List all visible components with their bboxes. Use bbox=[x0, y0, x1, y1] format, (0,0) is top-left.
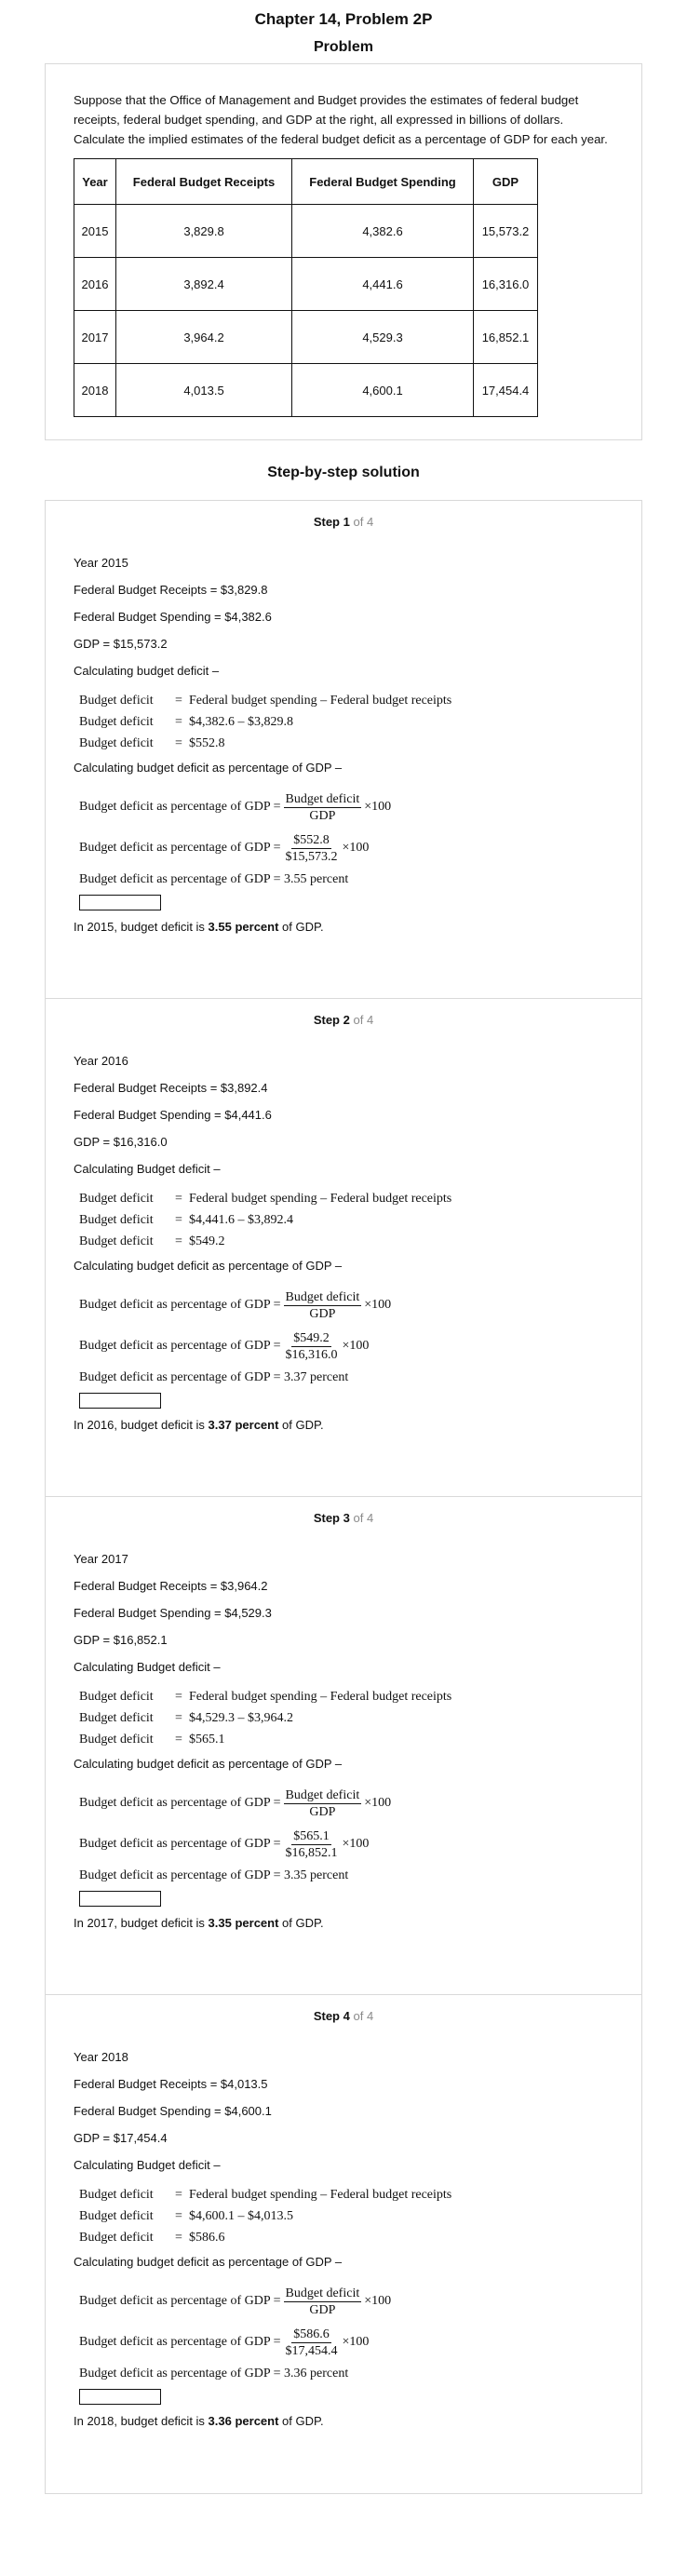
fraction-denominator: GDP bbox=[309, 2302, 336, 2317]
table-cell: 4,441.6 bbox=[292, 258, 474, 311]
fraction bbox=[284, 791, 362, 824]
deficit-formula: Federal budget spending – Federal budget receipts bbox=[189, 2188, 452, 2202]
header-spending: Federal Budget Spending bbox=[292, 159, 474, 205]
deficit-subtraction-row bbox=[79, 1209, 613, 1231]
step-of: of 4 bbox=[353, 1511, 374, 1525]
table-row bbox=[74, 311, 538, 364]
fraction-numerator: $586.6 bbox=[293, 2326, 330, 2341]
equals-sign: = bbox=[175, 1234, 182, 1248]
step-number: 2 bbox=[343, 1013, 350, 1027]
step-number: 1 bbox=[343, 515, 350, 529]
fraction bbox=[284, 832, 340, 865]
pct-lhs: Budget deficit as percentage of GDP = bbox=[79, 2335, 281, 2349]
fraction-numerator: Budget deficit bbox=[285, 1289, 360, 1304]
deficit-formula: Federal budget spending – Federal budget receipts bbox=[189, 694, 452, 708]
fraction-numerator: Budget deficit bbox=[285, 1787, 360, 1802]
deficit-result-row bbox=[79, 1231, 613, 1252]
deficit-lhs: Budget deficit bbox=[79, 1192, 154, 1206]
fraction bbox=[284, 2286, 362, 2318]
fraction bbox=[284, 1828, 340, 1861]
deficit-equations bbox=[79, 690, 613, 754]
fraction-denominator: $16,316.0 bbox=[285, 1347, 338, 1362]
deficit-result-row bbox=[79, 733, 613, 754]
deficit-lhs: Budget deficit bbox=[79, 1234, 154, 1248]
pct-formula bbox=[79, 1285, 613, 1326]
conclusion-text: In 2015, budget deficit is bbox=[74, 920, 209, 934]
deficit-formula-row bbox=[79, 2184, 613, 2205]
table-cell: 16,316.0 bbox=[474, 258, 538, 311]
pct-substitution bbox=[79, 1326, 613, 1367]
table-cell: 3,892.4 bbox=[116, 258, 292, 311]
times-hundred: ×100 bbox=[364, 1796, 392, 1810]
table-cell: 4,600.1 bbox=[292, 364, 474, 417]
table-cell: 15,573.2 bbox=[474, 205, 538, 258]
step-header bbox=[74, 1510, 613, 1551]
pct-lhs: Budget deficit as percentage of GDP = bbox=[79, 2294, 281, 2308]
conclusion-tail: of GDP. bbox=[278, 1916, 324, 1930]
deficit-subtraction: $4,600.1 – $4,013.5 bbox=[189, 2209, 293, 2223]
fraction-denominator: $16,852.1 bbox=[285, 1845, 338, 1860]
deficit-subtraction-row bbox=[79, 1707, 613, 1729]
times-hundred: ×100 bbox=[364, 2294, 392, 2308]
year-line: Year 2017 bbox=[74, 1552, 128, 1566]
deficit-result-row bbox=[79, 2227, 613, 2248]
step-4 bbox=[46, 1995, 641, 2493]
calc-pct-label: Calculating budget deficit as percentage of GDP – bbox=[74, 761, 343, 775]
table-row bbox=[74, 258, 538, 311]
equals-sign: = bbox=[175, 2231, 182, 2245]
times-hundred: ×100 bbox=[364, 1298, 392, 1312]
header-receipts: Federal Budget Receipts bbox=[116, 159, 292, 205]
deficit-subtraction: $4,529.3 – $3,964.2 bbox=[189, 1711, 293, 1725]
calc-pct-label: Calculating budget deficit as percentage of GDP – bbox=[74, 2255, 343, 2269]
step-header bbox=[74, 514, 613, 555]
deficit-result-row bbox=[79, 1729, 613, 1750]
answer-box bbox=[79, 1891, 161, 1907]
times-hundred: ×100 bbox=[342, 841, 370, 855]
calc-pct-label: Calculating budget deficit as percentage of GDP – bbox=[74, 1259, 343, 1273]
step-3 bbox=[46, 1497, 641, 1995]
table-cell: 4,529.3 bbox=[292, 311, 474, 364]
pct-formula bbox=[79, 1783, 613, 1824]
conclusion-text: In 2017, budget deficit is bbox=[74, 1916, 209, 1930]
table-cell: 2015 bbox=[74, 205, 116, 258]
step-2 bbox=[46, 999, 641, 1497]
fraction-numerator: Budget deficit bbox=[285, 2286, 360, 2300]
header-year: Year bbox=[74, 159, 116, 205]
gdp-line: GDP = $17,454.4 bbox=[74, 2131, 168, 2145]
deficit-subtraction-row bbox=[79, 2205, 613, 2227]
deficit-value: $549.2 bbox=[189, 1234, 225, 1248]
header-gdp: GDP bbox=[474, 159, 538, 205]
conclusion-value: 3.37 percent bbox=[208, 1418, 279, 1432]
pct-result: Budget deficit as percentage of GDP = 3.55 percent bbox=[79, 872, 349, 886]
conclusion bbox=[74, 1914, 613, 1933]
table-cell: 2018 bbox=[74, 364, 116, 417]
table-row bbox=[74, 364, 538, 417]
fraction-numerator: Budget deficit bbox=[285, 791, 360, 806]
equals-sign: = bbox=[175, 2188, 182, 2202]
pct-lhs: Budget deficit as percentage of GDP = bbox=[79, 1796, 281, 1810]
step-word: Step bbox=[313, 515, 340, 529]
gdp-line: GDP = $15,573.2 bbox=[74, 637, 168, 651]
deficit-formula: Federal budget spending – Federal budget receipts bbox=[189, 1690, 452, 1704]
pct-substitution bbox=[79, 1824, 613, 1865]
solution-heading: Step-by-step solution bbox=[267, 465, 420, 480]
deficit-lhs: Budget deficit bbox=[79, 694, 154, 708]
problem-text: Suppose that the Office of Management and Budget provides the estimates of federal budget receipts, federal budget spending, and GDP at the right, all expressed in billions of dollars. Calculate the implied estimates of the federal budget deficit as a percentage of GDP for each year. bbox=[74, 93, 608, 146]
pct-lhs: Budget deficit as percentage of GDP = bbox=[79, 841, 281, 855]
fraction-numerator: $565.1 bbox=[293, 1828, 330, 1843]
times-hundred: ×100 bbox=[342, 2335, 370, 2349]
problem-card bbox=[45, 63, 642, 440]
pct-formula bbox=[79, 787, 613, 828]
conclusion-text: In 2018, budget deficit is bbox=[74, 2414, 209, 2428]
deficit-lhs: Budget deficit bbox=[79, 2209, 154, 2223]
conclusion-value: 3.55 percent bbox=[208, 920, 279, 934]
conclusion-tail: of GDP. bbox=[278, 920, 324, 934]
step-of: of 4 bbox=[353, 1013, 374, 1027]
spending-line: Federal Budget Spending = $4,529.3 bbox=[74, 1606, 272, 1620]
fraction-denominator: GDP bbox=[309, 808, 336, 823]
fraction-numerator: $549.2 bbox=[293, 1330, 330, 1345]
fraction-denominator: $17,454.4 bbox=[285, 2343, 338, 2358]
deficit-lhs: Budget deficit bbox=[79, 1690, 154, 1704]
times-hundred: ×100 bbox=[364, 800, 392, 814]
deficit-lhs: Budget deficit bbox=[79, 1711, 154, 1725]
pct-lhs: Budget deficit as percentage of GDP = bbox=[79, 1837, 281, 1851]
year-line: Year 2018 bbox=[74, 2050, 128, 2064]
equals-sign: = bbox=[175, 715, 182, 729]
deficit-equations bbox=[79, 1686, 613, 1750]
deficit-lhs: Budget deficit bbox=[79, 1733, 154, 1747]
table-cell: 4,382.6 bbox=[292, 205, 474, 258]
conclusion-text: In 2016, budget deficit is bbox=[74, 1418, 209, 1432]
deficit-formula: Federal budget spending – Federal budget receipts bbox=[189, 1192, 452, 1206]
year-line: Year 2015 bbox=[74, 556, 128, 570]
conclusion bbox=[74, 918, 613, 937]
year-line: Year 2016 bbox=[74, 1054, 128, 1068]
equals-sign: = bbox=[175, 1213, 182, 1227]
deficit-lhs: Budget deficit bbox=[79, 736, 154, 750]
equals-sign: = bbox=[175, 1192, 182, 1206]
pct-result: Budget deficit as percentage of GDP = 3.36 percent bbox=[79, 2367, 349, 2380]
conclusion-tail: of GDP. bbox=[278, 1418, 324, 1432]
step-of: of 4 bbox=[353, 515, 374, 529]
deficit-equations bbox=[79, 2184, 613, 2248]
deficit-value: $586.6 bbox=[189, 2231, 225, 2245]
answer-box bbox=[79, 1393, 161, 1409]
pct-substitution bbox=[79, 828, 613, 869]
spending-line: Federal Budget Spending = $4,441.6 bbox=[74, 1108, 272, 1122]
spending-line: Federal Budget Spending = $4,600.1 bbox=[74, 2104, 272, 2118]
steps-container bbox=[45, 500, 642, 2494]
spending-line: Federal Budget Spending = $4,382.6 bbox=[74, 610, 272, 624]
conclusion bbox=[74, 1416, 613, 1435]
equals-sign: = bbox=[175, 1711, 182, 1725]
step-of: of 4 bbox=[353, 2009, 374, 2023]
equals-sign: = bbox=[175, 1690, 182, 1704]
table-cell: 2017 bbox=[74, 311, 116, 364]
table-row bbox=[74, 205, 538, 258]
receipts-line: Federal Budget Receipts = $3,829.8 bbox=[74, 583, 268, 597]
deficit-lhs: Budget deficit bbox=[79, 2231, 154, 2245]
times-hundred: ×100 bbox=[342, 1837, 370, 1851]
fraction-denominator: GDP bbox=[309, 1306, 336, 1321]
deficit-lhs: Budget deficit bbox=[79, 1213, 154, 1227]
equals-sign: = bbox=[175, 694, 182, 708]
fraction bbox=[284, 2326, 340, 2359]
conclusion bbox=[74, 2412, 613, 2431]
budget-table bbox=[74, 158, 538, 417]
answer-box bbox=[79, 2389, 161, 2405]
calc-deficit-label: Calculating Budget deficit – bbox=[74, 1660, 221, 1674]
step-1 bbox=[46, 501, 641, 999]
pct-lhs: Budget deficit as percentage of GDP = bbox=[79, 1298, 281, 1312]
deficit-formula-row bbox=[79, 1188, 613, 1209]
calc-deficit-label: Calculating Budget deficit – bbox=[74, 2158, 221, 2172]
table-cell: 17,454.4 bbox=[474, 364, 538, 417]
calc-pct-label: Calculating budget deficit as percentage of GDP – bbox=[74, 1757, 343, 1771]
step-word: Step bbox=[313, 1013, 340, 1027]
deficit-equations bbox=[79, 1188, 613, 1252]
deficit-formula-row bbox=[79, 1686, 613, 1707]
table-header-row bbox=[74, 159, 538, 205]
problem-heading: Problem bbox=[313, 39, 373, 55]
deficit-subtraction: $4,382.6 – $3,829.8 bbox=[189, 715, 293, 729]
answer-box bbox=[79, 895, 161, 910]
pct-result: Budget deficit as percentage of GDP = 3.37 percent bbox=[79, 1370, 349, 1384]
deficit-lhs: Budget deficit bbox=[79, 715, 154, 729]
deficit-value: $552.8 bbox=[189, 736, 225, 750]
calc-deficit-label: Calculating Budget deficit – bbox=[74, 1162, 221, 1176]
receipts-line: Federal Budget Receipts = $3,964.2 bbox=[74, 1579, 268, 1593]
step-word: Step bbox=[313, 2009, 340, 2023]
conclusion-value: 3.36 percent bbox=[208, 2414, 279, 2428]
pct-lhs: Budget deficit as percentage of GDP = bbox=[79, 800, 281, 814]
deficit-subtraction-row bbox=[79, 711, 613, 733]
table-cell: 4,013.5 bbox=[116, 364, 292, 417]
fraction-denominator: GDP bbox=[309, 1804, 336, 1819]
pct-formula bbox=[79, 2281, 613, 2322]
equals-sign: = bbox=[175, 736, 182, 750]
pct-substitution bbox=[79, 2322, 613, 2363]
page-title: Chapter 14, Problem 2P bbox=[254, 10, 433, 28]
table-cell: 2016 bbox=[74, 258, 116, 311]
table-cell: 16,852.1 bbox=[474, 311, 538, 364]
times-hundred: ×100 bbox=[342, 1339, 370, 1353]
fraction bbox=[284, 1289, 362, 1322]
pct-result: Budget deficit as percentage of GDP = 3.35 percent bbox=[79, 1868, 349, 1882]
step-number: 3 bbox=[343, 1511, 350, 1525]
fraction bbox=[284, 1330, 340, 1363]
gdp-line: GDP = $16,852.1 bbox=[74, 1633, 168, 1647]
step-word: Step bbox=[313, 1511, 340, 1525]
deficit-subtraction: $4,441.6 – $3,892.4 bbox=[189, 1213, 293, 1227]
receipts-line: Federal Budget Receipts = $4,013.5 bbox=[74, 2077, 268, 2091]
calc-deficit-label: Calculating budget deficit – bbox=[74, 664, 220, 678]
conclusion-value: 3.35 percent bbox=[208, 1916, 279, 1930]
equals-sign: = bbox=[175, 2209, 182, 2223]
conclusion-tail: of GDP. bbox=[278, 2414, 324, 2428]
receipts-line: Federal Budget Receipts = $3,892.4 bbox=[74, 1081, 268, 1095]
table-cell: 3,829.8 bbox=[116, 205, 292, 258]
deficit-formula-row bbox=[79, 690, 613, 711]
deficit-lhs: Budget deficit bbox=[79, 2188, 154, 2202]
step-header bbox=[74, 2008, 613, 2049]
gdp-line: GDP = $16,316.0 bbox=[74, 1135, 168, 1149]
pct-lhs: Budget deficit as percentage of GDP = bbox=[79, 1339, 281, 1353]
fraction bbox=[284, 1787, 362, 1820]
deficit-value: $565.1 bbox=[189, 1733, 225, 1747]
table-cell: 3,964.2 bbox=[116, 311, 292, 364]
step-header bbox=[74, 1012, 613, 1053]
equals-sign: = bbox=[175, 1733, 182, 1747]
step-number: 4 bbox=[343, 2009, 350, 2023]
fraction-denominator: $15,573.2 bbox=[285, 849, 338, 864]
fraction-numerator: $552.8 bbox=[293, 832, 330, 847]
